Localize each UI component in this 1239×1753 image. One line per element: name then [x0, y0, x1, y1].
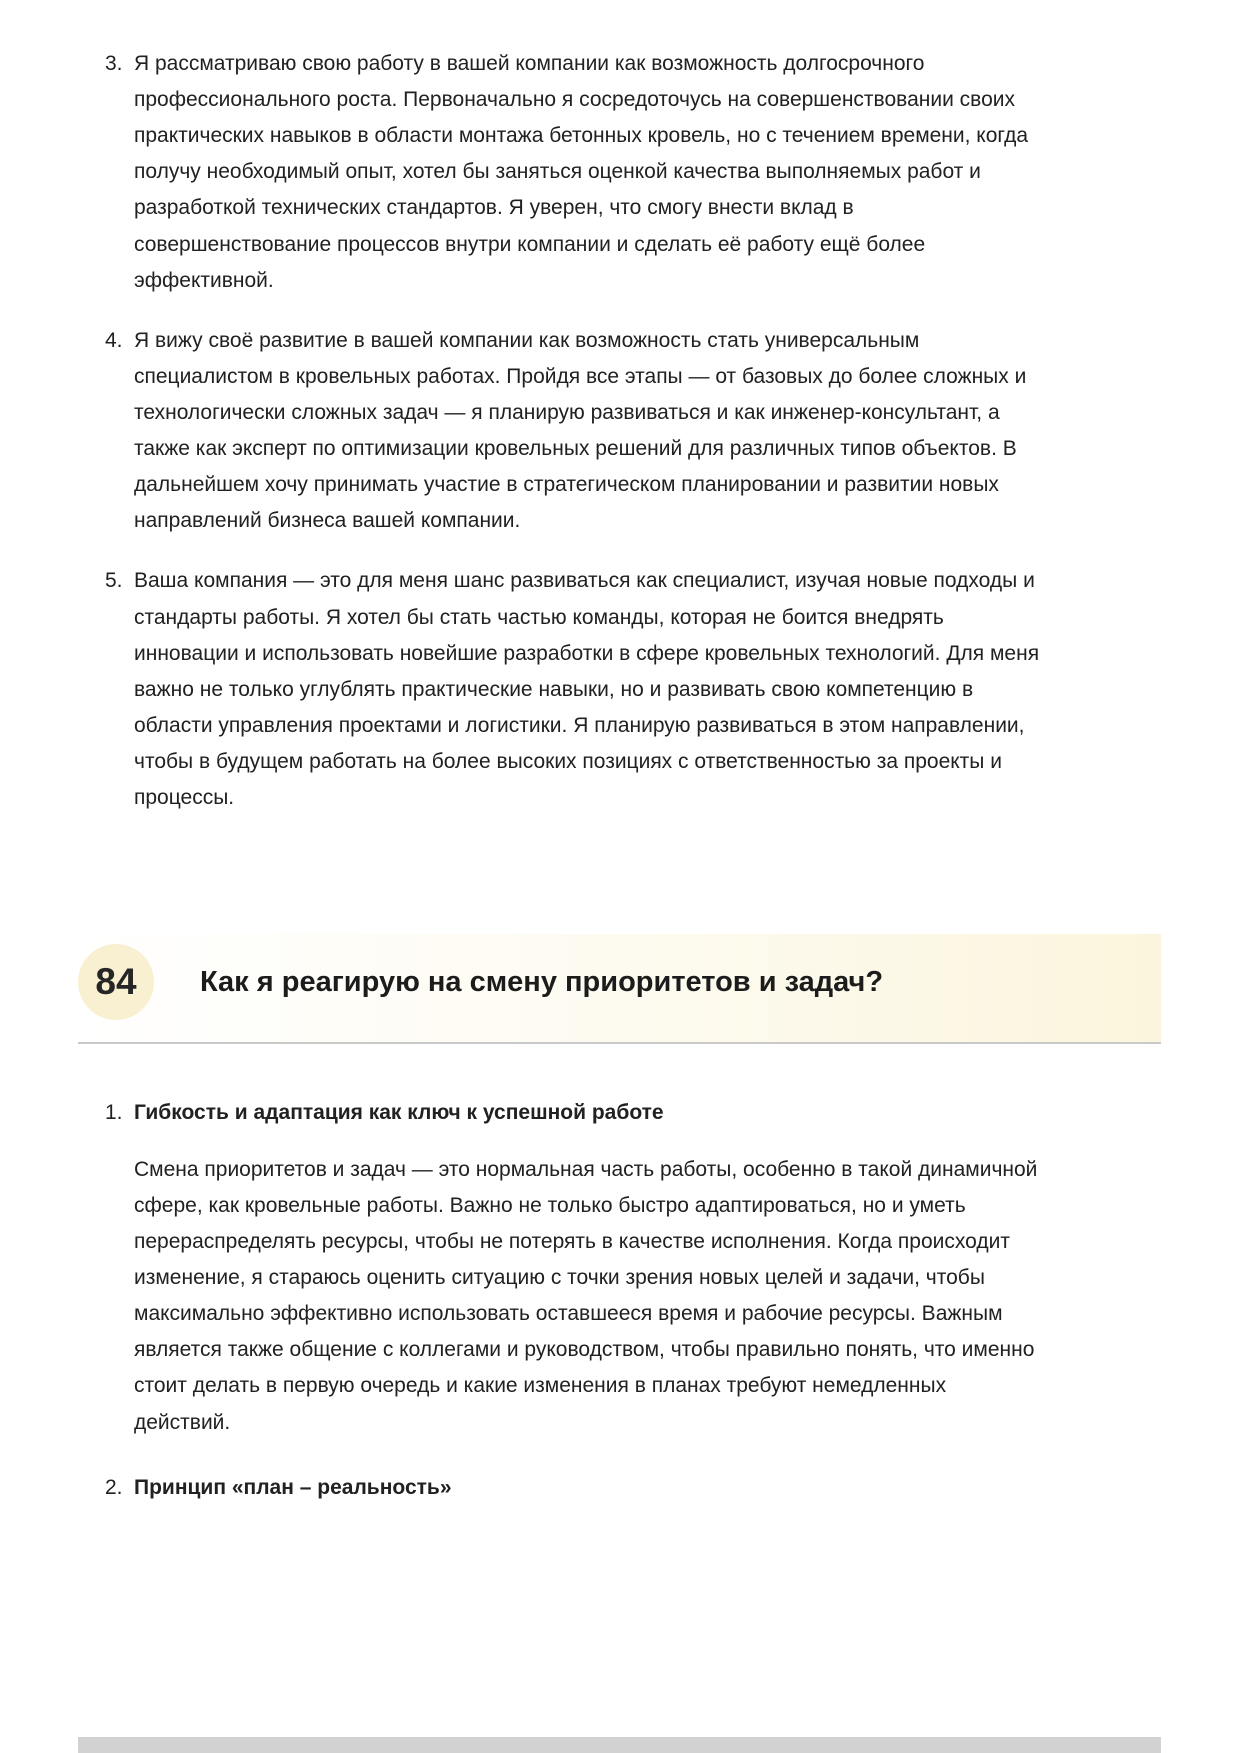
list-item-number: 1. [105, 1101, 123, 1125]
section-header [78, 934, 1161, 1044]
list-item [105, 563, 1040, 816]
list-item-text: Я рассматриваю свою работу в вашей компании как возможность долгосрочного профессионального роста. Первоначально я сосредоточусь на совершенствовании своих практических навыков в области монтажа бетонных кровель, но с течением времени, когда получу необходимый опыт, хотел бы заняться оценкой качества выполняемых работ и разработкой технических стандартов. Я уверен, что смогу внести вклад в совершенствование процессов внутри компании и сделать её работу ещё более эффективной. [134, 52, 1029, 292]
list-item [105, 1471, 1040, 1505]
list-item-heading: Гибкость и адаптация как ключ к успешной работе [134, 1101, 664, 1125]
list-item [105, 1096, 1040, 1440]
section-number-badge: 84 [78, 944, 154, 1020]
list-item-number: 4. [105, 328, 123, 352]
list-item [105, 46, 1040, 299]
list-item-text: Я вижу своё развитие в вашей компании как возможность стать универсальным специалистом в кровельных работах. Пройдя все этапы — от базовых до более сложных и технологически сложных задач — я планирую развиваться и как инженер-консультант, а также как эксперт по оптимизации кровельных решений для различных типов объектов. В дальнейшем хочу принимать участие в стратегическом планировании и развитии новых направлений бизнеса вашей компании. [134, 328, 1027, 533]
list-item-number: 5. [105, 569, 123, 593]
list-item-number: 2. [105, 1475, 123, 1499]
numbered-list-top [105, 46, 1040, 816]
list-item [105, 323, 1040, 540]
numbered-list-bottom [105, 1096, 1040, 1504]
list-item-number: 3. [105, 52, 123, 75]
list-item-heading: Принцип «план – реальность» [134, 1475, 452, 1499]
list-item-heading-row [105, 1096, 1040, 1130]
list-item-paragraph: Смена приоритетов и задач — это нормальная часть работы, особенно в такой динамичной сфере, как кровельные работы. Важно не только быстро адаптироваться, но и уметь перераспределять ресурсы, чтобы не потерять в качестве исполнения. Когда происходит изменение, я стараюсь оценить ситуацию с точки зрения новых целей и задачи, чтобы максимально эффективно использовать оставшееся время и рабочие ресурсы. Важным является также общение с коллегами и руководством, чтобы правильно понять, что именно стоит делать в первую очередь и какие изменения в планах требуют немедленных действий. [134, 1157, 1038, 1434]
list-item-heading-row [105, 1471, 1040, 1505]
list-item-text: Ваша компания — это для меня шанс развиваться как специалист, изучая новые подходы и стандарты работы. Я хотел бы стать частью команды, которая не боится внедрять инновации и использовать новейшие разработки в сфере кровельных технологий. Для меня важно не только углублять практические навыки, но и развивать свою компетенцию в области управления проектами и логистики. Я планирую развиваться в этом направлении, чтобы в будущем работать на более высоких позициях с ответственностью за проекты и процессы. [134, 569, 1040, 810]
section-title: Как я реагирую на смену приоритетов и задач? [200, 965, 884, 998]
page-bottom-divider [78, 1737, 1161, 1753]
